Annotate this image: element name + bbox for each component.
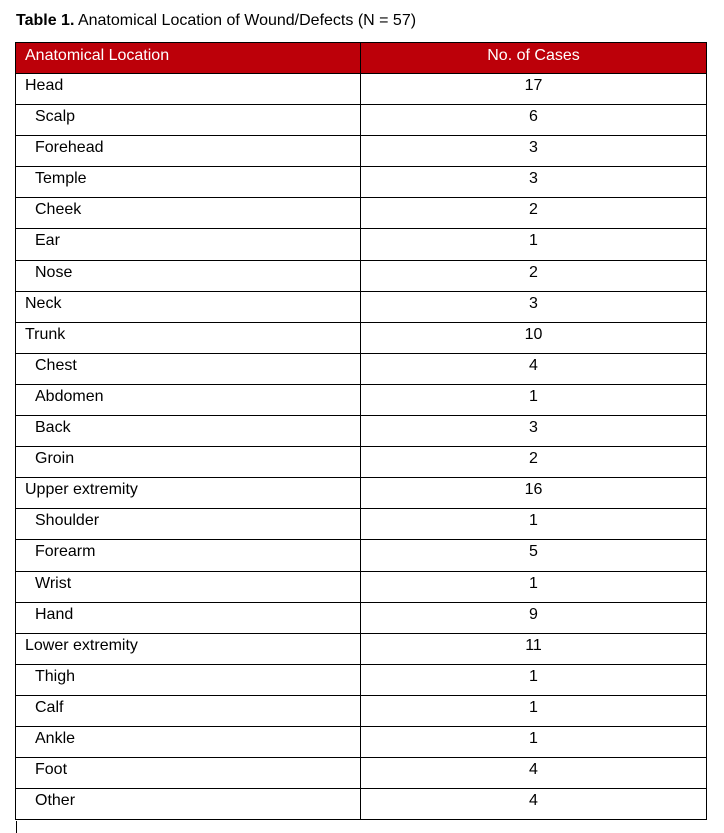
cases-cell: 5 xyxy=(361,540,707,571)
cases-cell: 1 xyxy=(361,571,707,602)
cases-cell: 16 xyxy=(361,478,707,509)
cases-cell: 11 xyxy=(361,633,707,664)
table-row xyxy=(16,229,707,260)
location-cell: Cheek xyxy=(16,198,361,229)
cases-cell: 1 xyxy=(361,664,707,695)
table-row xyxy=(16,602,707,633)
location-cell: Lower extremity xyxy=(16,633,361,664)
table-row xyxy=(16,291,707,322)
table-row xyxy=(16,789,707,820)
location-cell: Foot xyxy=(16,758,361,789)
location-cell: Wrist xyxy=(16,571,361,602)
location-cell: Upper extremity xyxy=(16,478,361,509)
cases-cell: 1 xyxy=(361,384,707,415)
location-cell: Calf xyxy=(16,695,361,726)
cases-cell: 1 xyxy=(361,726,707,757)
table-row xyxy=(16,758,707,789)
location-cell: Head xyxy=(16,74,361,105)
table-row xyxy=(16,105,707,136)
location-cell: Groin xyxy=(16,447,361,478)
column-header-cases: No. of Cases xyxy=(361,43,707,74)
table-row xyxy=(16,322,707,353)
cases-cell: 4 xyxy=(361,758,707,789)
table-row xyxy=(16,695,707,726)
cases-cell: 2 xyxy=(361,447,707,478)
table-row xyxy=(16,136,707,167)
text-cursor xyxy=(16,821,17,833)
cases-cell: 4 xyxy=(361,353,707,384)
location-cell: Hand xyxy=(16,602,361,633)
location-cell: Back xyxy=(16,416,361,447)
location-cell: Ankle xyxy=(16,726,361,757)
table-row xyxy=(16,416,707,447)
table-row xyxy=(16,633,707,664)
table-row xyxy=(16,726,707,757)
cases-cell: 2 xyxy=(361,260,707,291)
anatomical-location-table xyxy=(15,42,707,820)
location-cell: Other xyxy=(16,789,361,820)
cases-cell: 17 xyxy=(361,74,707,105)
location-cell: Thigh xyxy=(16,664,361,695)
cases-cell: 6 xyxy=(361,105,707,136)
table-row xyxy=(16,198,707,229)
cases-cell: 1 xyxy=(361,229,707,260)
cases-cell: 2 xyxy=(361,198,707,229)
location-cell: Scalp xyxy=(16,105,361,136)
cases-cell: 3 xyxy=(361,291,707,322)
location-cell: Temple xyxy=(16,167,361,198)
cases-cell: 3 xyxy=(361,167,707,198)
location-cell: Chest xyxy=(16,353,361,384)
column-header-location: Anatomical Location xyxy=(16,43,361,74)
cases-cell: 1 xyxy=(361,695,707,726)
location-cell: Nose xyxy=(16,260,361,291)
table-row xyxy=(16,74,707,105)
cases-cell: 3 xyxy=(361,136,707,167)
table-row xyxy=(16,664,707,695)
table-row xyxy=(16,447,707,478)
cases-cell: 1 xyxy=(361,509,707,540)
location-cell: Ear xyxy=(16,229,361,260)
cases-cell: 9 xyxy=(361,602,707,633)
caption-text: Anatomical Location of Wound/Defects (N = 57) xyxy=(74,12,417,29)
location-cell: Forearm xyxy=(16,540,361,571)
cases-cell: 4 xyxy=(361,789,707,820)
table-row xyxy=(16,353,707,384)
table-row xyxy=(16,260,707,291)
cases-cell: 10 xyxy=(361,322,707,353)
table-body xyxy=(16,74,707,820)
caption-label: Table 1. xyxy=(16,12,75,29)
table-row xyxy=(16,478,707,509)
table-row xyxy=(16,384,707,415)
table-row xyxy=(16,540,707,571)
location-cell: Forehead xyxy=(16,136,361,167)
table-row xyxy=(16,571,707,602)
cases-cell: 3 xyxy=(361,416,707,447)
location-cell: Neck xyxy=(16,291,361,322)
table-header-row xyxy=(16,43,707,74)
table-caption xyxy=(16,12,416,30)
location-cell: Shoulder xyxy=(16,509,361,540)
table-row xyxy=(16,509,707,540)
location-cell: Trunk xyxy=(16,322,361,353)
table-row xyxy=(16,167,707,198)
location-cell: Abdomen xyxy=(16,384,361,415)
